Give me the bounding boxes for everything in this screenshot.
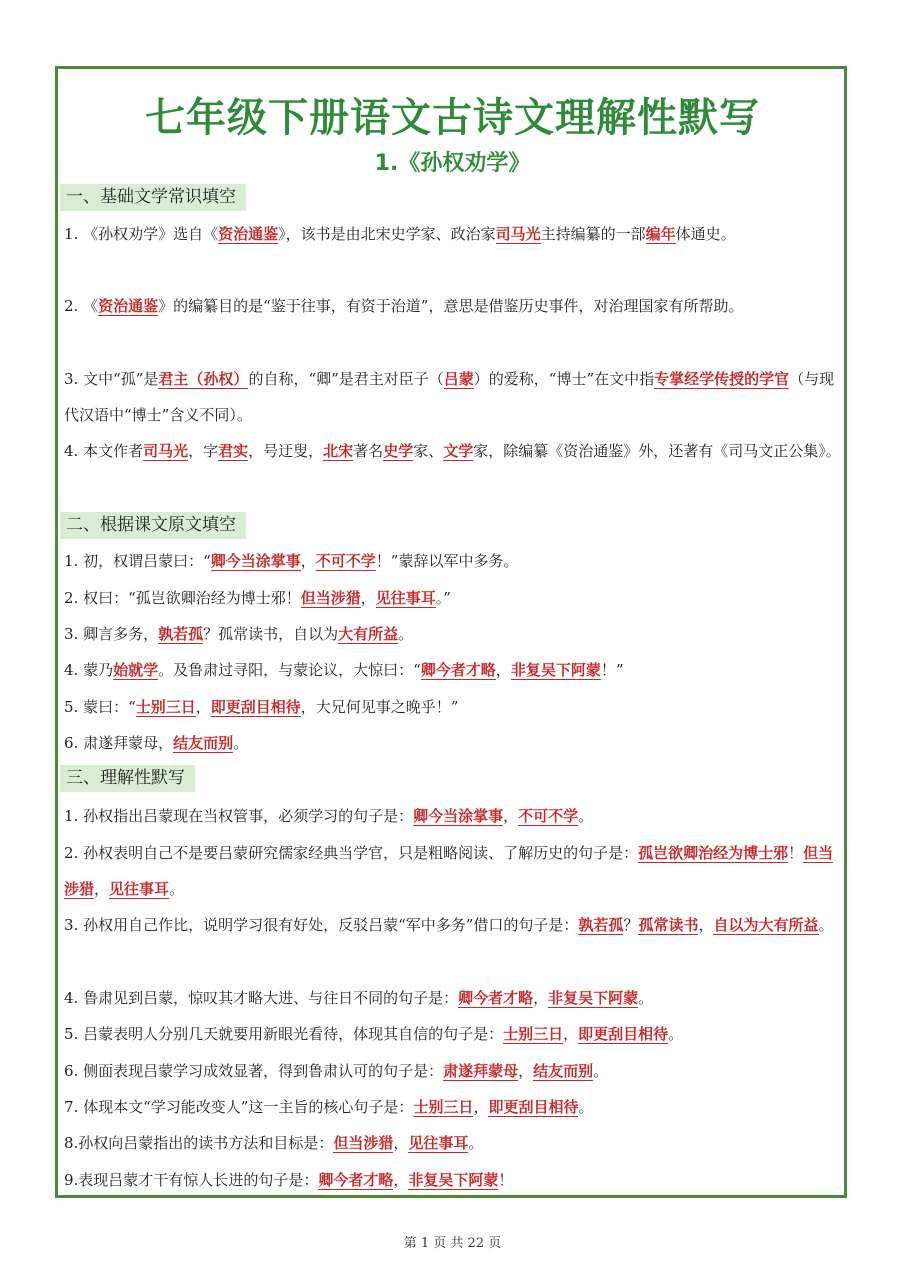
question-text: ！	[498, 1171, 514, 1189]
question-item	[64, 433, 842, 469]
question-text: 2. 权曰：“孤岂欲卿治经为博士邪！	[64, 589, 301, 607]
question-text: ，	[300, 552, 316, 570]
answer-text: 大有所益	[338, 625, 399, 643]
answer-text: 卿今者才略	[318, 1171, 394, 1189]
question-item	[64, 907, 842, 943]
question-item	[64, 980, 842, 1016]
question-text: 7. 体现本文“学习能改变人”这一主旨的核心句子是：	[64, 1098, 414, 1116]
answer-text: 卿今当涂掌事	[413, 807, 504, 825]
answer-text: 非复吴下阿蒙	[548, 989, 639, 1007]
question-text: 8.孙权向吕蒙指出的读书方法和目标是：	[64, 1134, 334, 1152]
answer-text: 资治通鉴	[218, 225, 279, 243]
question-text: ，	[393, 1134, 409, 1152]
answer-text: 即更刮目相待	[578, 1025, 669, 1043]
question-text: 3. 文中“孤”是	[64, 370, 159, 388]
answer-text: 孤常读书	[638, 916, 699, 934]
question-text: 4. 鲁肃见到吕蒙，惊叹其才略大进、与往日不同的句子是：	[64, 989, 459, 1007]
question-text: ！”蒙辞以军中多务。	[375, 552, 519, 570]
question-item	[64, 835, 842, 907]
question-text: ，	[518, 1062, 534, 1080]
answer-text: 司马光	[143, 442, 189, 460]
question-text: 。	[578, 1098, 594, 1116]
question-item	[64, 652, 842, 688]
question-text: 家，除编纂《资治通鉴》外，还著有《司马文正公集》。	[473, 442, 841, 460]
question-item	[64, 1162, 842, 1198]
question-item	[64, 1053, 842, 1089]
answer-text: 士别三日	[503, 1025, 564, 1043]
question-text: 6. 侧面表现吕蒙学习成效显著，得到鲁肃认可的句子是：	[64, 1062, 444, 1080]
answer-text: 自以为大有所益	[713, 916, 819, 934]
question-text: 体通史。	[675, 225, 736, 243]
question-text: ！”	[600, 661, 624, 679]
answer-text: 专掌经学传授的学官	[654, 370, 790, 388]
question-text: ，字	[188, 442, 219, 460]
question-text: 》的编纂目的是“鉴于往事，有资于治道”，意思是借鉴历史事件，对治理国家有所帮助。	[158, 297, 744, 315]
section-heading: 二、根据课文原文填空	[60, 512, 246, 539]
answer-text: 士别三日	[135, 698, 196, 716]
question-item	[64, 288, 842, 324]
question-text: ，	[360, 589, 376, 607]
answer-text: 肃遂拜蒙母	[443, 1062, 519, 1080]
question-text: 1. 孙权指出吕蒙现在当权管事，必须学习的句子是：	[64, 807, 414, 825]
answer-text: 卿今当涂掌事	[210, 552, 301, 570]
question-item	[64, 361, 842, 433]
question-text: ，	[393, 1171, 409, 1189]
answer-text: 不可不学	[315, 552, 376, 570]
answer-text: 君实	[218, 442, 249, 460]
question-text: 5. 吕蒙表明人分别几天就要用新眼光看待，体现其自信的句子是：	[64, 1025, 504, 1043]
question-text: 著名	[353, 442, 384, 460]
question-text: ？	[623, 916, 639, 934]
question-text: 主持编纂的一部	[540, 225, 646, 243]
answer-text: 不可不学	[518, 807, 579, 825]
answer-text: 孰若孤	[158, 625, 204, 643]
question-text: 3. 卿言多务，	[64, 625, 159, 643]
question-text: 6. 肃遂拜蒙母，	[64, 734, 174, 752]
question-text: 9.表现吕蒙才干有惊人长进的句子是：	[64, 1171, 319, 1189]
question-item	[64, 689, 842, 725]
answer-text: 卿今者才略	[458, 989, 534, 1007]
answer-text: 士别三日	[413, 1098, 474, 1116]
answer-text: 卿今者才略	[420, 661, 496, 679]
question-text: ）的爱称，“博士”在文中指	[473, 370, 655, 388]
question-text: ，大兄何见事之晚乎！”	[300, 698, 459, 716]
question-text: ，	[473, 1098, 489, 1116]
question-text: 2. 《	[64, 297, 99, 315]
answer-text: 结友而别	[533, 1062, 594, 1080]
question-text: （与现代汉语中“博士”含义不同）。	[64, 370, 835, 424]
question-text: 5. 蒙曰：“	[64, 698, 136, 716]
question-text: 。	[398, 625, 414, 643]
question-text: 。”	[435, 589, 451, 607]
answer-text: 但当涉猎	[333, 1134, 394, 1152]
page-number: 第 1 页 共 22 页	[403, 1236, 502, 1251]
answer-text: 君主（孙权）	[158, 370, 249, 388]
page-subtitle: 1.《孙权劝学》	[374, 151, 531, 176]
question-item	[64, 216, 842, 252]
question-item	[64, 1125, 842, 1161]
answer-text: 吕蒙	[443, 370, 474, 388]
page-title: 七年级下册语文古诗文理解性默写	[145, 95, 760, 141]
question-text: ，	[195, 698, 211, 716]
answer-text: 资治通鉴	[98, 297, 159, 315]
question-text: 2. 孙权表明自己不是要吕蒙研究儒家经典当学官，只是粗略阅读、了解历史的句子是：	[64, 844, 639, 862]
answer-text: 编年	[645, 225, 676, 243]
answer-text: 见往事耳	[109, 880, 170, 898]
question-text: 1. 《孙权劝学》选自《	[64, 225, 219, 243]
section-heading: 一、基础文学常识填空	[60, 184, 246, 211]
answer-text: 司马光	[495, 225, 541, 243]
question-text: 4. 本文作者	[64, 442, 144, 460]
question-text: 4. 蒙乃	[64, 661, 114, 679]
answer-text: 但当涉猎	[300, 589, 361, 607]
question-text: 。	[818, 916, 834, 934]
answer-text: 即更刮目相待	[210, 698, 301, 716]
question-item	[64, 1089, 842, 1125]
question-text: 。	[578, 807, 594, 825]
question-text: 3. 孙权用自己作比，说明学习很有好处，反驳吕蒙“军中多务”借口的句子是：	[64, 916, 579, 934]
question-text: 1. 初，权谓吕蒙曰：“	[64, 552, 211, 570]
answer-text: 非复吴下阿蒙	[408, 1171, 499, 1189]
question-text: ？孤常读书，自以为	[203, 625, 339, 643]
answer-text: 史学	[383, 442, 414, 460]
answer-text: 见往事耳	[375, 589, 436, 607]
question-text: 的自称，“卿”是君主对臣子（	[248, 370, 444, 388]
question-text: ，	[533, 989, 549, 1007]
question-item	[64, 725, 842, 761]
question-text: ，	[563, 1025, 579, 1043]
answer-text: 即更刮目相待	[488, 1098, 579, 1116]
question-text: 。	[468, 1134, 484, 1152]
question-item	[64, 1016, 842, 1052]
question-text: 》，该书是由北宋史学家、政治家	[278, 225, 496, 243]
answer-text: 孤岂欲卿治经为博士邪	[638, 844, 789, 862]
answer-text: 结友而别	[173, 734, 234, 752]
question-item	[64, 543, 842, 579]
question-text: ！	[788, 844, 804, 862]
section-heading: 三、理解性默写	[60, 765, 195, 792]
question-item	[64, 798, 842, 834]
question-text: 。	[593, 1062, 609, 1080]
question-text: ，	[698, 916, 714, 934]
answer-text: 孰若孤	[578, 916, 624, 934]
answer-text: 始就学	[113, 661, 159, 679]
question-text: 。及鲁肃过寻阳，与蒙论议，大惊曰：“	[158, 661, 421, 679]
question-text: 。	[233, 734, 249, 752]
answer-text: 非复吴下阿蒙	[510, 661, 601, 679]
question-item	[64, 616, 842, 652]
question-text: ，	[94, 880, 110, 898]
question-text: ，	[495, 661, 511, 679]
answer-text: 见往事耳	[408, 1134, 469, 1152]
question-text: 。	[638, 989, 654, 1007]
question-text: ，	[503, 807, 519, 825]
answer-text: 但当涉猎	[64, 844, 834, 898]
question-item	[64, 580, 842, 616]
question-text: 。	[668, 1025, 684, 1043]
question-text: ，号迂叟，	[248, 442, 324, 460]
question-text: 。	[169, 880, 185, 898]
answer-text: 北宋	[323, 442, 354, 460]
question-text: 家、	[413, 442, 444, 460]
answer-text: 文学	[443, 442, 474, 460]
